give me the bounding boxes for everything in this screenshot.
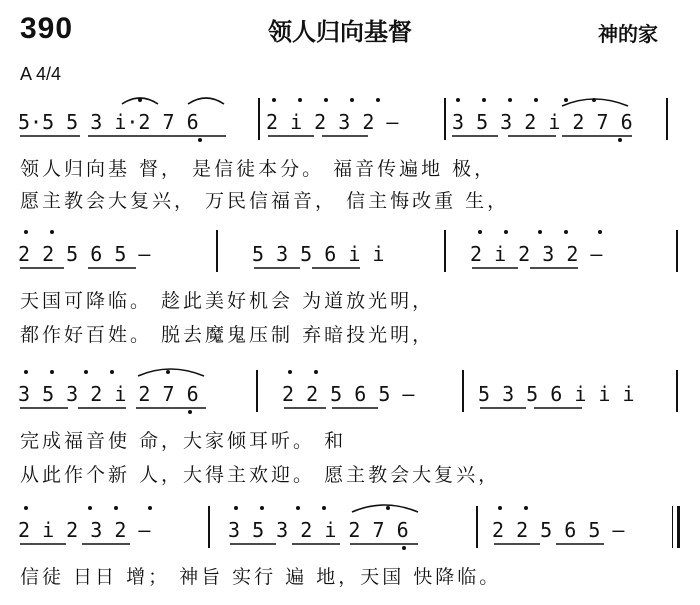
lyric-line: 愿主教会大复兴， 万民信福音， 信主悔改重 生， (20, 190, 510, 212)
lyric-line: 完成福音使 命，大家倾耳听。 和 (20, 430, 347, 452)
hymn-title: 领人归向基督 (268, 18, 412, 46)
measure-notes: 5 3 5 6 i i (252, 242, 385, 266)
lyric-line: 领人归向基 督， 是信徒本分。 福音传遍地 极， (20, 158, 497, 180)
measure-notes: 2 i 2 3 2 — (18, 518, 151, 542)
lyric-line: 信徒 日日 增； 神旨 实行 遍 地，天国 快降临。 (20, 566, 502, 588)
measure-notes: 3 5 3 2 i 2 7 6 (18, 382, 199, 406)
measure-notes: 2 2 5 6 5 — (282, 382, 415, 406)
measure-notes: 3 5 3 2 i 2 7 6 (228, 518, 409, 542)
measure-notes: 2 2 5 6 5 — (492, 518, 625, 542)
measure-notes: 5 3 5 6 i i i (478, 382, 635, 406)
slur (188, 98, 224, 104)
lyric-line: 天国可降临。 趁此美好机会 为道放光明， (20, 290, 435, 312)
key-signature: A 4/4 (20, 64, 62, 84)
hymn-number: 390 (20, 12, 74, 45)
lyric-line: 都作好百姓。 脱去魔鬼压制 弃暗投光明， (20, 324, 435, 346)
measure-notes: 2 i 2 3 2 — (470, 242, 603, 266)
hymn-author: 神的家 (598, 22, 658, 46)
lyric-line: 从此作个新 人，大得主欢迎。 愿主教会大复兴， (20, 464, 501, 486)
slur (138, 369, 204, 376)
slur (352, 505, 418, 512)
measure-notes: 5·5 5 3 i·2 7 6 (18, 110, 199, 134)
measure-notes: 2 i 2 3 2 — (266, 110, 399, 134)
measure-notes: 3 5 3 2 i 2 7 6 (452, 110, 633, 134)
measure-notes: 2 2 5 6 5 — (18, 242, 151, 266)
